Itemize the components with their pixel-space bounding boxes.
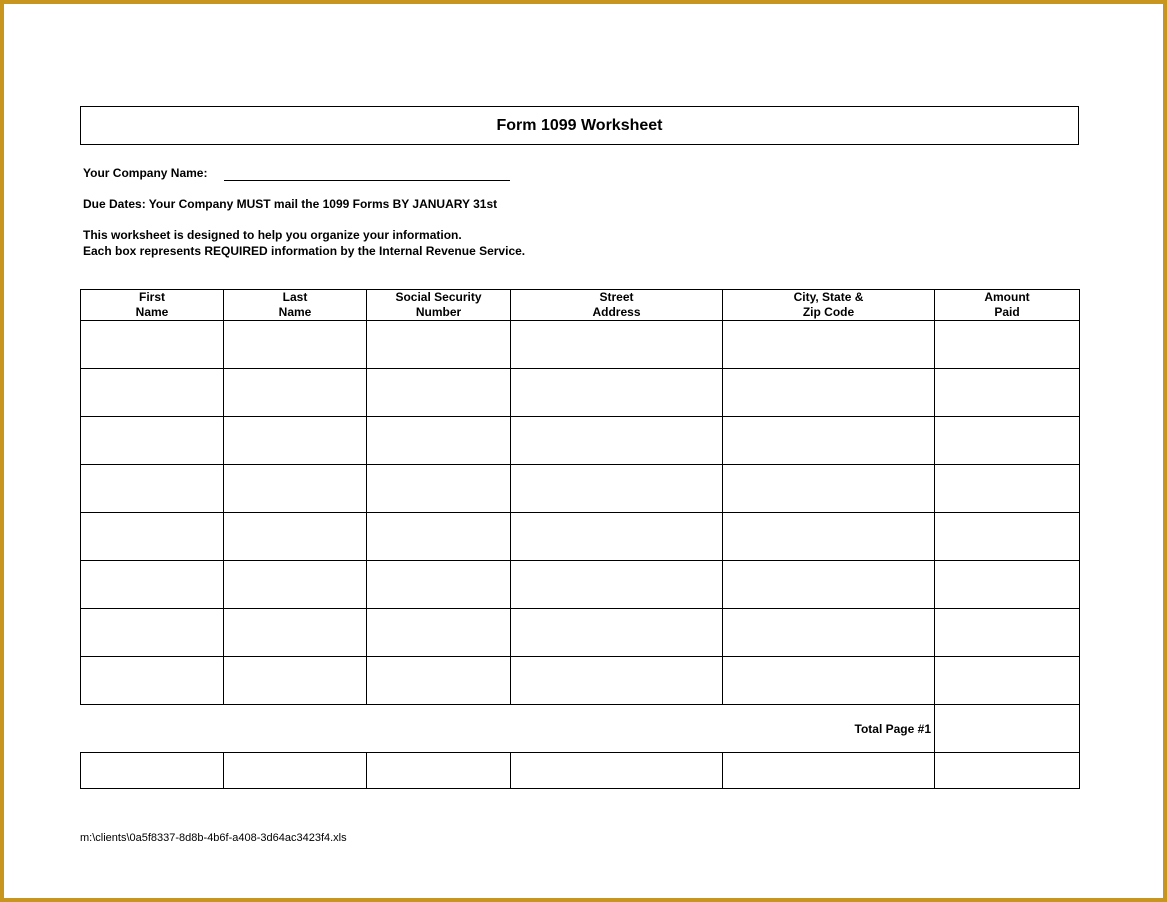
header-first-name: First Name	[81, 290, 224, 321]
company-name-field[interactable]	[224, 180, 510, 181]
cell-last-name[interactable]	[224, 369, 367, 417]
cell-first-name[interactable]	[81, 657, 224, 705]
info-line-1: This worksheet is designed to help you organize your information.	[83, 228, 462, 242]
cell-ssn[interactable]	[367, 321, 511, 369]
company-name-label: Your Company Name:	[83, 166, 208, 180]
table-row	[81, 321, 1080, 369]
cell-street-address[interactable]	[511, 657, 723, 705]
table-row	[81, 465, 1080, 513]
file-path-footer: m:\clients\0a5f8337-8d8b-4b6f-a408-3d64ac3423f4.xls	[80, 832, 347, 844]
cell-city-state-zip[interactable]	[723, 753, 935, 789]
cell-city-state-zip[interactable]	[723, 513, 935, 561]
cell-last-name[interactable]	[224, 321, 367, 369]
table-row	[81, 609, 1080, 657]
total-page-label: Total Page #1	[81, 705, 935, 753]
cell-amount-paid[interactable]	[935, 513, 1080, 561]
cell-first-name[interactable]	[81, 561, 224, 609]
info-line-2: Each box represents REQUIRED information by the Internal Revenue Service.	[83, 244, 526, 258]
cell-ssn[interactable]	[367, 369, 511, 417]
cell-street-address[interactable]	[511, 465, 723, 513]
cell-amount-paid[interactable]	[935, 465, 1080, 513]
cell-last-name[interactable]	[224, 753, 367, 789]
cell-first-name[interactable]	[81, 753, 224, 789]
cell-first-name[interactable]	[81, 465, 224, 513]
cell-street-address[interactable]	[511, 369, 723, 417]
table-row	[81, 513, 1080, 561]
cell-ssn[interactable]	[367, 753, 511, 789]
header-ssn: Social Security Number	[367, 290, 511, 321]
cell-first-name[interactable]	[81, 321, 224, 369]
cell-ssn[interactable]	[367, 513, 511, 561]
cell-ssn[interactable]	[367, 561, 511, 609]
cell-first-name[interactable]	[81, 609, 224, 657]
form-title-text: Form 1099 Worksheet	[496, 116, 663, 134]
header-city-state-zip: City, State & Zip Code	[723, 290, 935, 321]
table-header-row	[81, 290, 1080, 321]
header-last-name: Last Name	[224, 290, 367, 321]
table-row	[81, 369, 1080, 417]
table-row	[81, 657, 1080, 705]
cell-last-name[interactable]	[224, 561, 367, 609]
cell-ssn[interactable]	[367, 465, 511, 513]
cell-city-state-zip[interactable]	[723, 465, 935, 513]
header-street-address: Street Address	[511, 290, 723, 321]
due-dates-text: Due Dates: Your Company MUST mail the 1099 Forms BY JANUARY 31st	[83, 197, 498, 211]
cell-first-name[interactable]	[81, 417, 224, 465]
cell-ssn[interactable]	[367, 657, 511, 705]
cell-city-state-zip[interactable]	[723, 417, 935, 465]
cell-first-name[interactable]	[81, 369, 224, 417]
header-amount-paid: Amount Paid	[935, 290, 1080, 321]
table-row	[81, 753, 1080, 789]
cell-amount-paid[interactable]	[935, 657, 1080, 705]
cell-amount-paid[interactable]	[935, 369, 1080, 417]
cell-ssn[interactable]	[367, 417, 511, 465]
cell-city-state-zip[interactable]	[723, 609, 935, 657]
cell-amount-paid[interactable]	[935, 417, 1080, 465]
cell-street-address[interactable]	[511, 561, 723, 609]
cell-city-state-zip[interactable]	[723, 561, 935, 609]
total-page-amount[interactable]	[935, 705, 1080, 753]
cell-amount-paid[interactable]	[935, 321, 1080, 369]
cell-amount-paid[interactable]	[935, 561, 1080, 609]
cell-last-name[interactable]	[224, 657, 367, 705]
cell-amount-paid[interactable]	[935, 609, 1080, 657]
cell-last-name[interactable]	[224, 417, 367, 465]
cell-last-name[interactable]	[224, 609, 367, 657]
cell-city-state-zip[interactable]	[723, 321, 935, 369]
cell-street-address[interactable]	[511, 417, 723, 465]
total-row	[81, 705, 1080, 753]
cell-city-state-zip[interactable]	[723, 657, 935, 705]
form-title	[80, 106, 1079, 145]
cell-last-name[interactable]	[224, 465, 367, 513]
cell-amount-paid[interactable]	[935, 753, 1080, 789]
cell-city-state-zip[interactable]	[723, 369, 935, 417]
cell-street-address[interactable]	[511, 609, 723, 657]
cell-first-name[interactable]	[81, 513, 224, 561]
table-row	[81, 561, 1080, 609]
payee-table	[80, 289, 1080, 789]
table-row	[81, 417, 1080, 465]
cell-last-name[interactable]	[224, 513, 367, 561]
cell-street-address[interactable]	[511, 753, 723, 789]
cell-street-address[interactable]	[511, 513, 723, 561]
cell-ssn[interactable]	[367, 609, 511, 657]
cell-street-address[interactable]	[511, 321, 723, 369]
